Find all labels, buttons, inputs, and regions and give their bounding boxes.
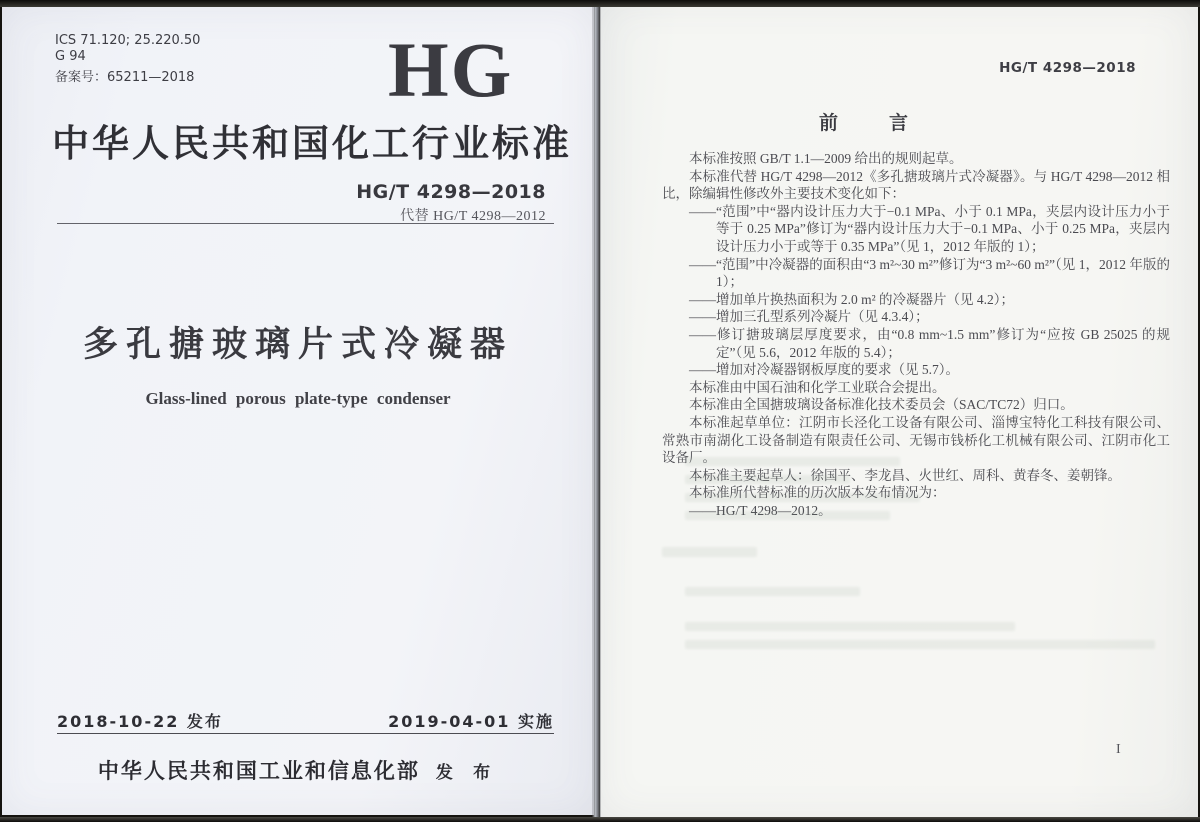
document-title-chinese: 多孔搪玻璃片式冷凝器 [82,325,513,364]
standard-type-title: 中华人民共和国化工行业标准 [52,124,572,165]
class-code: G 94 [55,49,86,64]
cover-page [2,7,594,815]
foreword-paragraph: 本标准由中国石油和化学工业联合会提出。 [689,379,946,395]
dates-row [57,709,554,732]
foreword-paragraph: 本标准所代替标准的历次版本发布情况为： [689,485,946,501]
bleed-through-text [685,493,920,502]
replaces-note: 代替 HG/T 4298—2012 [400,209,546,224]
foreword-change-item: ——增加三孔型系列冷凝片（见 4.3.4）； [689,309,929,325]
foreword-change-item: ——增加对冷凝器钢板厚度的要求（见 5.7）。 [689,362,959,378]
foreword-page [600,2,1198,818]
foreword-paragraph: 本标准由全国搪玻璃设备标准化技术委员会（SAC/TC72）归口。 [689,397,1074,413]
scan-edge-bottom [0,817,1200,822]
ics-code: ICS 71.120; 25.220.50 [55,33,201,48]
foreword-paragraph: 本标准起草单位：江阴市长泾化工设备有限公司、淄博宝特化工科技有限公司、常熟市南湖化工设备制造有限责任公司、无锡市钱桥化工机械有限公司、江阴市化工设备厂。 [662,414,1170,466]
ics-classification-block [55,33,200,86]
scan-edge-top [0,0,1200,7]
bleed-through-text [685,640,1155,649]
foreword-paragraph: 本标准代替 HG/T 4298—2012《多孔搪玻璃片式冷凝器》。与 HG/T 4298—2012 相比，除编辑性修改外主要技术变化如下： [662,168,1170,202]
bleed-through-text [685,511,890,520]
header-rule [57,223,554,224]
foreword-change-item: ——“范围”中冷凝器的面积由“3 m²~30 m²”修订为“3 m²~60 m²”（见 1，2012 年版的 1）； [689,256,1170,290]
issuer-row [2,755,594,785]
page-gutter-shadow [592,0,601,822]
foreword-change-item: ——“范围”中“器内设计压力大于−0.1 MPa、小于 0.1 MPa，夹层内设计压力小于等于 0.25 MPa”修订为“器内设计压力大于−0.1 MPa、小于 0.25 MPa，夹层内设计压力小于或等于 0.35 MPa”（见 1，2012 年版的 1）； [689,203,1170,254]
foreword-paragraph: 本标准按照 GB/T 1.1—2009 给出的规则起草。 [689,151,963,166]
hg-logo: HG [388,26,514,113]
foreword-paragraph: 本标准主要起草人：徐国平、李龙昌、火世红、周科、黄春冬、姜朝锋。 [689,467,1121,483]
foreword-previous-edition-item: ——HG/T 4298—2012。 [689,502,832,518]
foreword-change-item: ——增加单片换热面积为 2.0 m² 的冷凝器片（见 4.2）； [689,291,1015,307]
bleed-through-text [685,475,850,484]
document-title-english: Glass-lined porous plate-type condenser [145,389,451,408]
bleed-through-text [662,547,757,557]
footer-rule [57,733,554,734]
bleed-through-text [685,457,900,466]
implementation-date: 2019-04-01 实施 [388,712,554,731]
foreword-change-item: ——修订搪玻璃层厚度要求，由“0.8 mm~1.5 mm”修订为“应按 GB 25025 的规定”（见 5.6，2012 年版的 5.4）； [689,326,1170,360]
bleed-through-text [685,587,860,596]
issuing-ministry: 中华人民共和国工业和信息化部 [97,759,420,783]
issue-label: 发 布 [435,763,499,782]
page-header-standard-number: HG/T 4298—2018 [999,60,1136,76]
issue-date: 2018-10-22 发布 [57,712,223,731]
record-number: 备案号：65211—2018 [55,70,195,85]
page-number: I [1116,742,1121,757]
standard-number: HG/T 4298—2018 [356,181,546,203]
bleed-through-text [685,622,1015,631]
foreword-title: 前 言 [818,113,924,134]
